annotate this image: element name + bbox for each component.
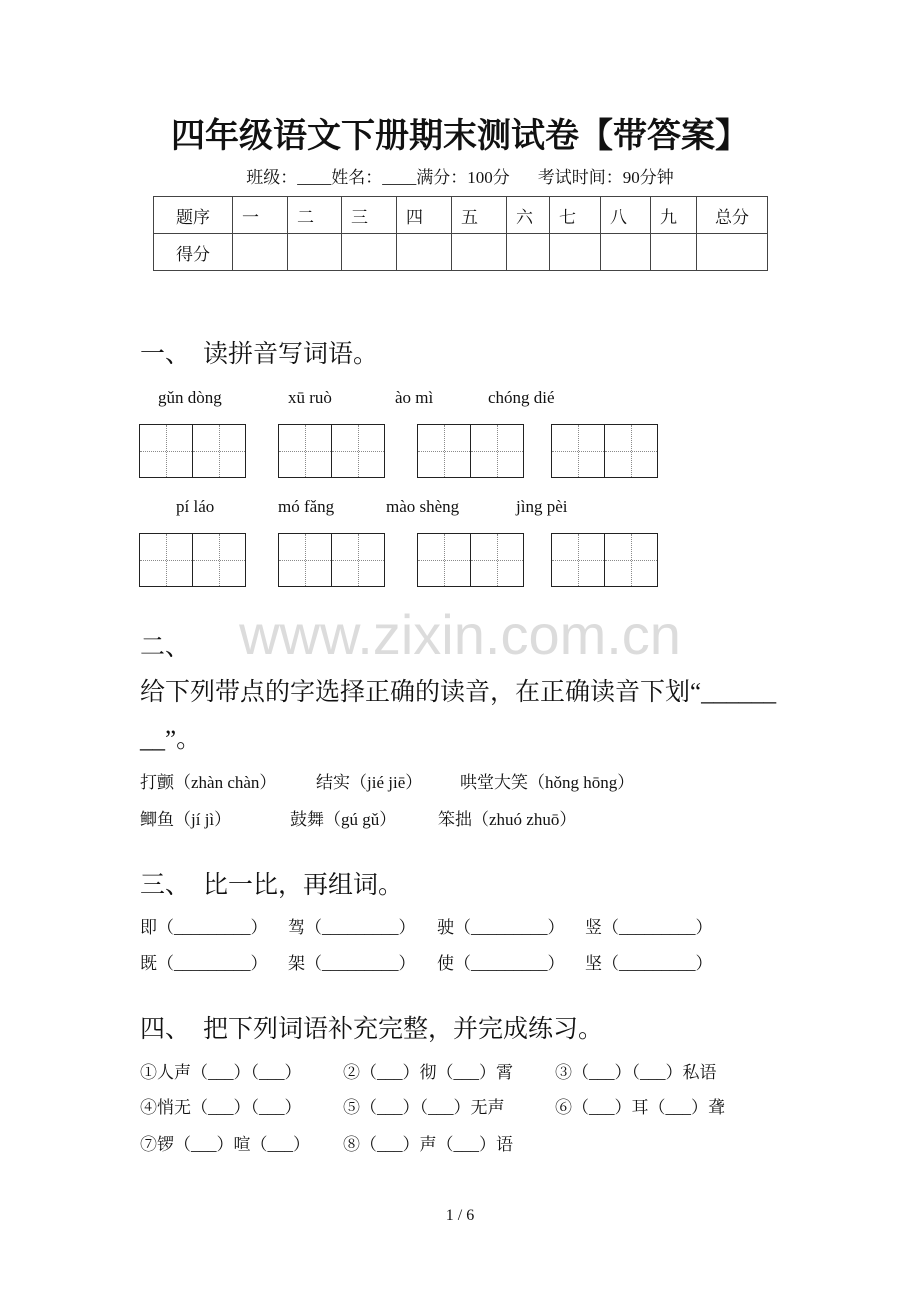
score-cell-section-6 [507, 234, 550, 271]
score-cell-section-1 [233, 234, 288, 271]
writing-box-group [278, 424, 385, 478]
student-info-line [0, 166, 920, 190]
score-cell-section-7 [550, 234, 601, 271]
header-section-1: 一 [233, 197, 288, 234]
exam-title: 四年级语文下册期末测试卷【带答案】 [171, 118, 749, 155]
writing-grid-cell [192, 534, 245, 586]
header-section-4: 四 [397, 197, 452, 234]
writing-grid-cell [552, 425, 604, 477]
writing-box-group [139, 533, 246, 587]
header-total: 总分 [697, 197, 768, 234]
section-4-heading: 把下列词语补充完整，并完成练习。 [203, 1016, 604, 1043]
full-score-text: 满分：100分 [416, 168, 510, 187]
header-section-2: 二 [288, 197, 342, 234]
writing-grid-cell [418, 425, 470, 477]
idiom-completion-item: ⑦锣（___）喧（___） [140, 1135, 310, 1154]
writing-grid-cell [418, 534, 470, 586]
pinyin-label: jìng pèi [516, 497, 568, 516]
name-blank: ____ [382, 168, 417, 187]
header-section-5: 五 [452, 197, 507, 234]
word-formation-item: 竖（_________） [585, 918, 713, 937]
score-table-score-row [154, 234, 768, 271]
writing-grid-cell [470, 425, 523, 477]
idiom-completion-item: ①人声（___）（___） [140, 1063, 302, 1082]
reading-choice-item: 鼓舞（gú gǔ） [290, 810, 397, 829]
word-formation-item: 使（_________） [437, 954, 565, 973]
page-number: 1 / 6 [445, 1207, 475, 1224]
word-formation-item: 驾（_________） [288, 918, 416, 937]
score-cell-section-9 [651, 234, 697, 271]
writing-grid-cell [140, 425, 192, 477]
word-formation-item: 坚（_________） [585, 954, 713, 973]
idiom-completion-item: ⑤（___）（___）无声 [343, 1098, 505, 1117]
pinyin-label: gǔn dòng [158, 388, 222, 407]
writing-grid-cell [331, 534, 384, 586]
reading-choice-item: 哄堂大笑（hǒng hōng） [460, 773, 635, 792]
pinyin-label: mào shèng [386, 497, 460, 516]
section-2-number: 二、 [140, 634, 191, 661]
pinyin-label: pí láo [176, 497, 215, 516]
word-formation-item: 即（_________） [140, 918, 268, 937]
writing-box-group [417, 533, 524, 587]
pinyin-label: mó fǎng [278, 497, 335, 516]
word-formation-item: 架（_________） [288, 954, 416, 973]
writing-grid-cell [604, 534, 657, 586]
header-section-8: 八 [601, 197, 651, 234]
watermark: www.zixin.com.cn [239, 603, 681, 666]
score-table [153, 196, 768, 271]
section-1-number: 一、 [140, 341, 191, 368]
reading-choice-item: 鲫鱼（jí jì） [140, 810, 232, 829]
word-formation-item: 驶（_________） [437, 918, 565, 937]
pinyin-label: xū ruò [288, 388, 332, 407]
section-2-instruction-line-2: __”。 [140, 726, 202, 753]
idiom-completion-item: ③（___）（___）私语 [555, 1063, 717, 1082]
name-label: 姓名： [331, 168, 383, 187]
writing-grid-cell [470, 534, 523, 586]
header-question-order: 题序 [154, 197, 233, 234]
writing-grid-cell [279, 534, 331, 586]
class-blank: ____ [297, 168, 332, 187]
section-2-instruction-line-1: 给下列带点的字选择正确的读音，在正确读音下划“______ [140, 679, 777, 706]
writing-box-group [551, 424, 658, 478]
reading-choice-item: 结实（jié jiē） [316, 773, 423, 792]
score-cell-section-5 [452, 234, 507, 271]
class-label: 班级： [246, 168, 298, 187]
idiom-completion-item: ②（___）彻（___）霄 [343, 1063, 513, 1082]
idiom-completion-item: ④悄无（___）（___） [140, 1098, 302, 1117]
writing-box-group [417, 424, 524, 478]
pinyin-label: ào mì [395, 388, 434, 407]
writing-grid-cell [140, 534, 192, 586]
writing-grid-cell [192, 425, 245, 477]
writing-grid-cell [604, 425, 657, 477]
writing-box-group [278, 533, 385, 587]
exam-time-text: 考试时间：90分钟 [537, 168, 674, 187]
score-row-label: 得分 [154, 234, 233, 271]
section-3-heading: 比一比，再组词。 [203, 872, 404, 899]
writing-box-group [139, 424, 246, 478]
score-cell-section-4 [397, 234, 452, 271]
pinyin-label: chóng dié [488, 388, 555, 407]
header-section-3: 三 [342, 197, 397, 234]
section-1-heading: 读拼音写词语。 [203, 341, 379, 368]
idiom-completion-item: ⑧（___）声（___）语 [343, 1135, 513, 1154]
header-section-9: 九 [651, 197, 697, 234]
score-cell-section-3 [342, 234, 397, 271]
header-section-6: 六 [507, 197, 550, 234]
writing-grid-cell [279, 425, 331, 477]
score-cell-total [697, 234, 768, 271]
score-table-header-row [154, 197, 768, 234]
reading-choice-item: 笨拙（zhuó zhuō） [438, 810, 577, 829]
idiom-completion-item: ⑥（___）耳（___）聋 [555, 1098, 725, 1117]
writing-grid-cell [552, 534, 604, 586]
section-3-number: 三、 [140, 872, 191, 899]
section-4-number: 四、 [140, 1016, 191, 1043]
word-formation-item: 既（_________） [140, 954, 268, 973]
score-cell-section-2 [288, 234, 342, 271]
reading-choice-item: 打颤（zhàn chàn） [140, 773, 277, 792]
score-cell-section-8 [601, 234, 651, 271]
writing-box-group [551, 533, 658, 587]
header-section-7: 七 [550, 197, 601, 234]
writing-grid-cell [331, 425, 384, 477]
